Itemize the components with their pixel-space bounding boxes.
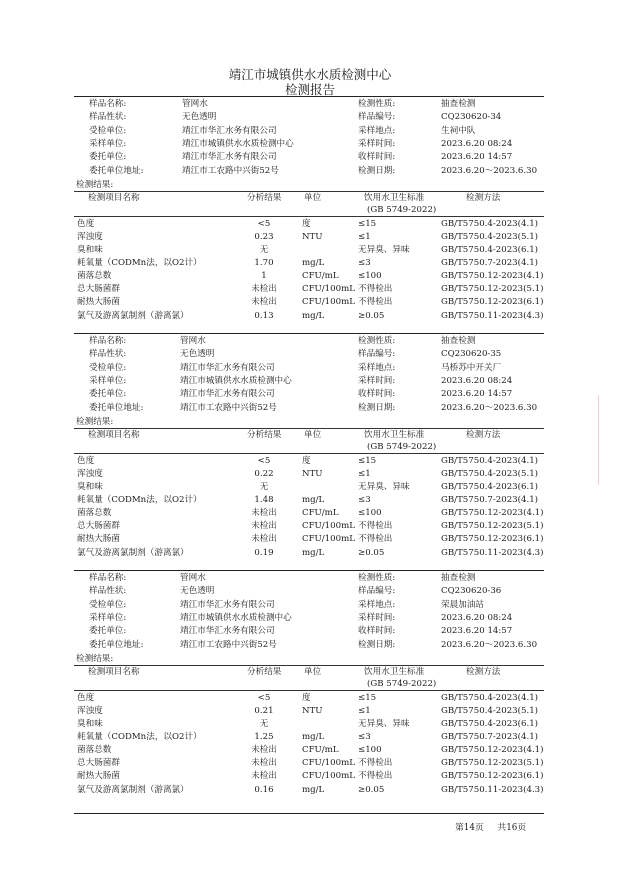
col-method-header: 检测方法 [466,192,501,203]
result-value: 无 [259,482,269,492]
standard-value: ≥0.05 [358,547,385,558]
result-value: 未检出 [251,534,277,545]
standard-value: 不得检出 [358,534,393,545]
method-value: GB/T5750.4-2023(6.1) [441,482,539,492]
label-client-unit: 委托单位: [89,626,127,637]
unit-value: CFU/100mL [302,758,355,769]
standard-value: ≥0.05 [358,310,385,321]
col-result-header: 分析结果 [247,192,282,203]
value-nature: 抽查检测 [441,99,476,109]
method-value: GB/T5750.7-2023(4.1) [441,732,539,743]
result-value: 未检出 [251,508,277,519]
col-standard-header: 饮用水卫生标准 [364,666,425,677]
value-sampler: 靖江市城镇供水水质检测中心 [180,375,292,386]
label-test-date: 检测日期: [358,639,396,650]
label-sampling-time: 采样时间: [358,612,396,623]
label-sample-name: 样品名称: [89,99,127,109]
item-name: 耗氧量（CODMn法，以O2计） [77,732,202,743]
block-top-rule-3 [74,570,544,571]
method-value: GB/T5750.12-2023(5.1) [441,521,544,532]
unit-value: mg/L [302,784,325,795]
method-value: GB/T5750.7-2023(4.1) [441,258,539,269]
standard-value: 无异臭、异味 [358,719,410,729]
value-address: 靖江市工农路中兴街52号 [182,165,279,176]
label-receive-time: 收样时间: [358,152,396,163]
label-sampling-time: 采样时间: [358,138,396,149]
value-no: CQ230620-35 [441,349,502,360]
value-client: 靖江市华汇水务有限公司 [182,152,277,163]
result-value: 无 [259,719,269,729]
label-sampling-place: 采样地点: [358,599,396,610]
method-value: GB/T5750.4-2023(5.1) [441,705,539,716]
col-standard-code: (GB 5749-2022) [367,441,437,452]
result-value: 0.19 [254,547,274,558]
label-client-address: 委托单位地址: [89,402,144,413]
col-unit-header: 单位 [304,192,322,203]
value-client: 靖江市华汇水务有限公司 [180,389,275,400]
result-value: 未检出 [251,284,277,295]
label-sampling-unit: 采样单位: [89,375,127,386]
standard-value: ≥0.05 [358,784,385,795]
item-name: 总大肠菌群 [77,284,120,295]
value-tdate: 2023.6.20～2023.6.30 [441,402,538,413]
label-sample-state: 样品性状: [89,349,127,360]
result-value: 未检出 [251,771,277,782]
item-name: 总大肠菌群 [77,758,120,769]
result-value: 1.48 [254,495,274,506]
unit-value: CFU/100mL [302,521,355,532]
standard-value: 不得检出 [358,297,393,308]
method-value: GB/T5750.11-2023(4.3) [441,547,544,558]
header-rule-top-3 [74,665,544,666]
unit-value: mg/L [302,258,325,269]
standard-value: ≤15 [358,218,377,229]
method-value: GB/T5750.4-2023(4.1) [441,692,539,703]
standard-value: ≤100 [358,508,382,519]
result-value: 0.21 [254,705,274,716]
label-sampling-unit: 采样单位: [89,612,127,623]
result-value: 0.22 [254,468,274,479]
header-rule-bottom-1 [74,216,544,217]
item-name: 总大肠菌群 [77,521,120,532]
col-standard-header: 饮用水卫生标准 [364,192,425,203]
standard-value: ≤100 [358,745,382,756]
item-name: 浑浊度 [77,468,103,479]
standard-value: 不得检出 [358,284,393,295]
label-sampling-unit: 采样单位: [89,138,127,149]
result-value: 1.25 [254,732,274,743]
unit-value: mg/L [302,547,325,558]
value-entrusted: 靖江市华汇水务有限公司 [180,599,275,610]
result-value: 0.16 [254,784,274,795]
method-value: GB/T5750.12-2023(6.1) [441,771,544,782]
value-place: 荣晨加油站 [441,599,484,610]
method-value: GB/T5750.7-2023(4.1) [441,495,539,506]
method-value: GB/T5750.12-2023(6.1) [441,297,544,308]
value-no: CQ230620-36 [441,586,502,597]
unit-value: CFU/100mL [302,297,355,308]
label-client-unit: 委托单位: [89,389,127,400]
result-value: 1 [261,271,267,282]
header-rule-top-1 [74,191,544,192]
item-name: 氯气及游离氯制剂（游离氯） [77,547,189,558]
item-name: 耐热大肠菌 [77,297,120,308]
label-sample-name: 样品名称: [89,336,127,346]
item-name: 耐热大肠菌 [77,771,120,782]
item-name: 耐热大肠菌 [77,534,120,545]
result-value: 无 [259,245,269,255]
label-sampling-time: 采样时间: [358,375,396,386]
col-item-header: 检测项目名称 [88,429,140,440]
col-result-header: 分析结果 [247,429,282,440]
result-value: <5 [257,455,271,466]
value-rtime: 2023.6.20 14:57 [441,152,513,163]
standard-value: 不得检出 [358,521,393,532]
results-heading: 检测结果: [76,653,114,664]
result-value: 0.13 [254,310,274,321]
item-name: 臭和味 [77,719,103,729]
block-top-rule-2 [74,333,544,334]
col-standard-code: (GB 5749-2022) [367,204,437,215]
value-sampler: 靖江市城镇供水水质检测中心 [180,612,292,623]
value-state: 无色透明 [180,349,215,360]
page-total: 共16页 [497,823,527,833]
label-test-date: 检测日期: [358,402,396,413]
item-name: 菌落总数 [77,745,112,756]
value-rtime: 2023.6.20 14:57 [441,389,513,400]
label-client-address: 委托单位地址: [89,639,144,650]
result-value: 未检出 [251,521,277,532]
unit-value: 度 [302,218,311,229]
label-sample-no: 样品编号: [358,349,396,360]
value-address: 靖江市工农路中兴街52号 [180,639,277,650]
value-stime: 2023.6.20 08:24 [441,138,513,149]
label-test-nature: 检测性质: [358,336,396,346]
standard-value: ≤15 [358,455,377,466]
item-name: 耗氧量（CODMn法，以O2计） [77,495,202,506]
value-state: 无色透明 [182,112,217,123]
results-heading: 检测结果: [76,179,114,190]
item-name: 浑浊度 [77,705,103,716]
page-number [455,823,526,833]
method-value: GB/T5750.4-2023(5.1) [441,231,539,242]
label-receive-time: 收样时间: [358,389,396,400]
standard-value: ≤100 [358,271,382,282]
value-nature: 抽查检测 [441,336,476,346]
unit-value: CFU/100mL [302,771,355,782]
results-heading: 检测结果: [76,416,114,427]
col-method-header: 检测方法 [466,429,501,440]
value-stime: 2023.6.20 08:24 [441,375,513,386]
col-method-header: 检测方法 [466,666,501,677]
standard-value: ≤1 [358,468,371,479]
label-sample-name: 样品名称: [89,573,127,583]
standard-value: ≤1 [358,231,371,242]
result-value: <5 [257,692,271,703]
unit-value: mg/L [302,495,325,506]
item-name: 色度 [77,218,95,229]
item-name: 耗氧量（CODMn法，以O2计） [77,258,202,269]
value-client: 靖江市华汇水务有限公司 [180,626,275,637]
item-name: 氯气及游离氯制剂（游离氯） [77,310,189,321]
standard-value: ≤3 [358,495,371,506]
unit-value: NTU [302,705,323,716]
value-sampler: 靖江市城镇供水水质检测中心 [182,138,294,149]
value-rtime: 2023.6.20 14:57 [441,626,513,637]
col-unit-header: 单位 [304,429,322,440]
unit-value: CFU/mL [302,745,339,756]
unit-value: CFU/100mL [302,284,355,295]
page-current: 第14页 [455,823,484,833]
method-value: GB/T5750.12-2023(4.1) [441,271,544,282]
result-value: 未检出 [251,745,277,756]
label-test-nature: 检测性质: [358,573,396,583]
method-value: GB/T5750.4-2023(6.1) [441,719,539,729]
value-stime: 2023.6.20 08:24 [441,612,513,623]
method-value: GB/T5750.4-2023(6.1) [441,245,539,255]
result-value: 未检出 [251,297,277,308]
value-tdate: 2023.6.20～2023.6.30 [441,639,538,650]
result-value: <5 [257,218,271,229]
label-sample-state: 样品性状: [89,112,127,123]
label-entrusted-unit: 受检单位: [89,125,127,136]
label-sampling-place: 采样地点: [358,125,396,136]
label-sample-no: 样品编号: [358,112,396,123]
value-place: 马桥苏中开关厂 [441,362,502,373]
unit-value: CFU/100mL [302,534,355,545]
standard-value: 不得检出 [358,758,393,769]
method-value: GB/T5750.11-2023(4.3) [441,784,544,795]
col-standard-code: (GB 5749-2022) [367,678,437,689]
value-place: 生祠中队 [441,125,476,136]
method-value: GB/T5750.4-2023(4.1) [441,455,539,466]
value-state: 无色透明 [180,586,215,597]
label-receive-time: 收样时间: [358,626,396,637]
standard-value: ≤3 [358,258,371,269]
label-client-address: 委托单位地址: [89,165,144,176]
value-name: 管网水 [180,573,206,583]
label-test-nature: 检测性质: [358,99,396,109]
report-title: 检测报告 [284,82,335,97]
standard-value: 无异臭、异味 [358,482,410,492]
seal-edge-mark [598,395,613,485]
col-standard-header: 饮用水卫生标准 [364,429,425,440]
label-sample-no: 样品编号: [358,586,396,597]
header-rule-top-2 [74,428,544,429]
header-rule-bottom-2 [74,453,544,454]
standard-value: ≤15 [358,692,377,703]
unit-value: NTU [302,231,323,242]
method-value: GB/T5750.12-2023(4.1) [441,745,544,756]
unit-value: mg/L [302,732,325,743]
value-entrusted: 靖江市华汇水务有限公司 [182,125,277,136]
method-value: GB/T5750.12-2023(5.1) [441,758,544,769]
value-name: 管网水 [180,336,206,346]
value-no: CQ230620-34 [441,112,502,123]
unit-value: NTU [302,468,323,479]
block-top-rule-1 [74,96,544,97]
method-value: GB/T5750.11-2023(4.3) [441,310,544,321]
item-name: 菌落总数 [77,508,112,519]
standard-value: ≤3 [358,732,371,743]
result-value: 0.23 [254,231,274,242]
item-name: 臭和味 [77,482,103,492]
bottom-rule [74,813,544,814]
col-unit-header: 单位 [304,666,322,677]
col-result-header: 分析结果 [247,666,282,677]
unit-value: mg/L [302,310,325,321]
item-name: 臭和味 [77,245,103,255]
standard-value: 不得检出 [358,771,393,782]
unit-value: CFU/mL [302,508,339,519]
label-client-unit: 委托单位: [89,152,127,163]
header-rule-bottom-3 [74,690,544,691]
result-value: 1.70 [254,258,274,269]
unit-value: 度 [302,692,311,703]
method-value: GB/T5750.12-2023(5.1) [441,284,544,295]
unit-value: CFU/mL [302,271,339,282]
method-value: GB/T5750.12-2023(6.1) [441,534,544,545]
item-name: 色度 [77,455,95,466]
item-name: 色度 [77,692,95,703]
value-address: 靖江市工农路中兴街52号 [180,402,277,413]
label-entrusted-unit: 受检单位: [89,362,127,373]
label-entrusted-unit: 受检单位: [89,599,127,610]
method-value: GB/T5750.4-2023(5.1) [441,468,539,479]
label-test-date: 检测日期: [358,165,396,176]
value-nature: 抽查检测 [441,573,476,583]
standard-value: ≤1 [358,705,371,716]
report-title-org: 靖江市城镇供水水质检测中心 [228,67,392,82]
result-value: 未检出 [251,758,277,769]
method-value: GB/T5750.12-2023(4.1) [441,508,544,519]
item-name: 菌落总数 [77,271,112,282]
label-sample-state: 样品性状: [89,586,127,597]
col-item-header: 检测项目名称 [88,666,140,677]
value-name: 管网水 [182,99,208,109]
col-item-header: 检测项目名称 [88,192,140,203]
item-name: 浑浊度 [77,231,103,242]
item-name: 氯气及游离氯制剂（游离氯） [77,784,189,795]
method-value: GB/T5750.4-2023(4.1) [441,218,539,229]
value-entrusted: 靖江市华汇水务有限公司 [180,362,275,373]
label-sampling-place: 采样地点: [358,362,396,373]
unit-value: 度 [302,455,311,466]
standard-value: 无异臭、异味 [358,245,410,255]
value-tdate: 2023.6.20～2023.6.30 [441,165,538,176]
